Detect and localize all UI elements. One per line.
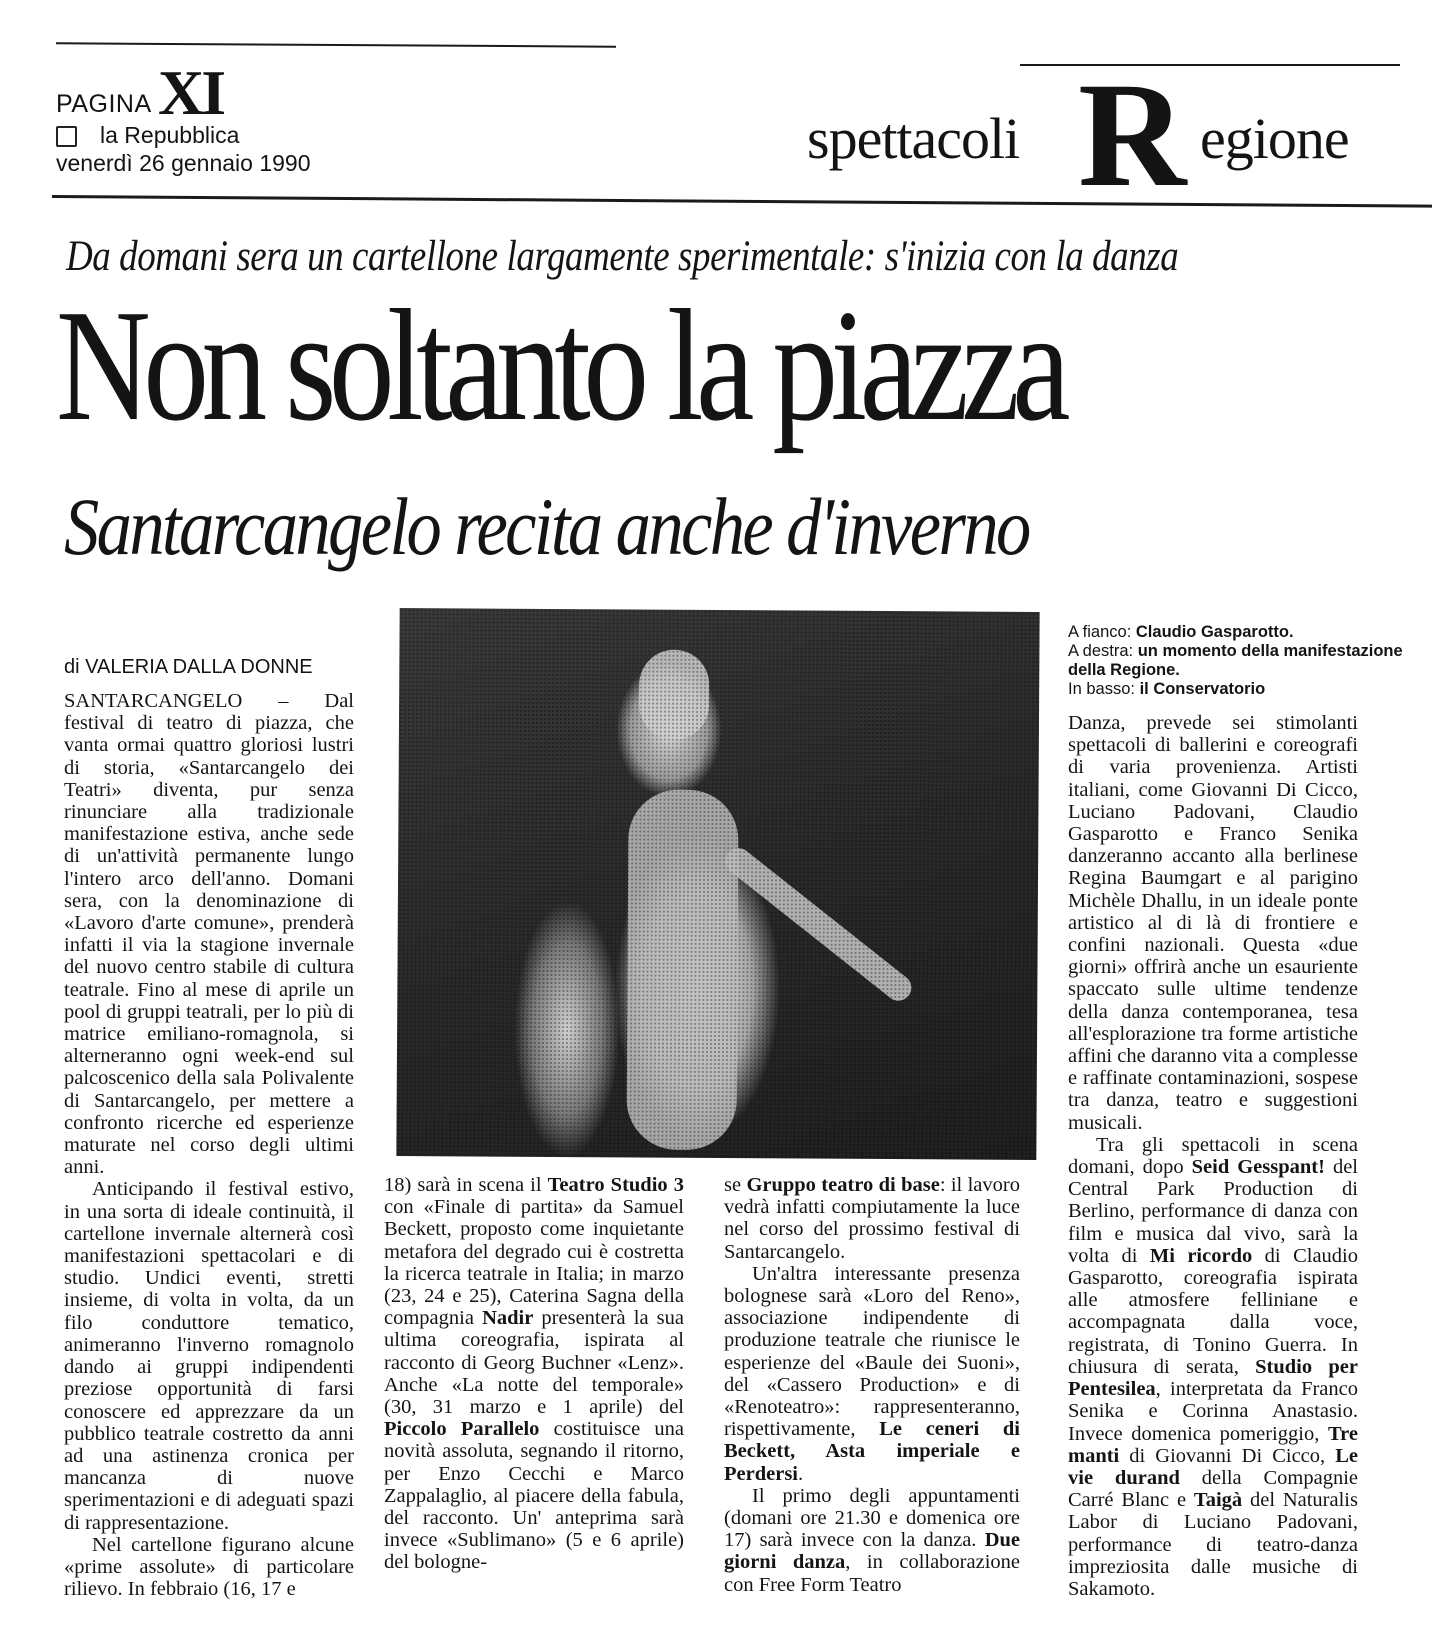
text-run: di Giovanni Di Cicco, (1119, 1444, 1336, 1467)
header-bottom-rule (52, 195, 1432, 208)
top-rule-left (56, 42, 616, 47)
production-name: Nadir (482, 1307, 534, 1330)
text-run: presenterà la sua ultima coreografia, ispirata al racconto di Georg Buchner «Lenz». Anche «La notte del temporale» (30, 31 marzo e 1 aprile) del (384, 1307, 684, 1419)
subheadline: Santarcangelo recita anche d'inverno (64, 481, 1029, 572)
kicker: Da domani sera un cartellone largamente sperimentale: s'inizia con la danza (66, 233, 1179, 280)
production-name: Le vie durand (1068, 1444, 1358, 1489)
caption-label: A destra: (1068, 642, 1134, 660)
caption-value: Claudio Gasparotto. (1135, 623, 1294, 641)
paragraph (1068, 1134, 1358, 1600)
production-name: Le ceneri di Beckett, Asta imperiale e Perdersi (724, 1418, 1020, 1485)
text-run: Tra gli spettacoli in scena domani, dopo (1068, 1133, 1358, 1179)
text-run: 18) sarà in scena il (384, 1174, 548, 1196)
paragraph (724, 1263, 1020, 1485)
section-initial: R (1078, 52, 1187, 218)
paragraph (384, 1174, 684, 1574)
newspaper-name: la Repubblica (100, 122, 240, 148)
article-column-2 (384, 1174, 684, 1574)
production-name: Piccolo Parallelo (384, 1418, 540, 1441)
production-name: Due giorni danza (724, 1529, 1020, 1574)
text-run: Il primo degli appuntamenti (domani ore 21.30 e domenica ore 17) sarà invece con la danza. (724, 1484, 1020, 1552)
text-run: : il lavoro vedrà infatti compiutamente la luce nel corso del prossimo festival di Santarcangelo. (724, 1174, 1020, 1263)
text-run: del Central Park Production di Berlino, performance di danza con film e musica dal vivo, sarà la volta di (1068, 1156, 1358, 1267)
paragraph: Nel cartellone figurano alcune «prime assolute» di particolare rilievo. In febbraio (16, 17 e (64, 1533, 354, 1601)
section-title-left: spettacoli (807, 106, 1020, 171)
photo-caption (1068, 623, 1436, 699)
halftone-overlay (396, 608, 1039, 1160)
caption-value: un momento della manifestazione della Regione. (1068, 642, 1403, 679)
production-name: Seid Gesspant! (1191, 1156, 1325, 1179)
text-run: Un'altra interessante presenza bolognese sarà «Loro del Reno», associazione indipendente di produzione teatrale che riunisce le esperienze del «Baule dei Suoni», del «Cassero Production» e di «Renoteatro»: rappresenteranno, rispettivamente, (724, 1262, 1020, 1441)
production-name: Studio per Pentesilea (1068, 1355, 1358, 1401)
byline: di VALERIA DALLA DONNE (64, 656, 313, 678)
text-run: costituisce una novità assoluta, segnando il ritorno, per Enzo Cecchi e Marco Zappalaglio, al piacere della fabula, del racconto. Un' anteprima sarà invece «Sublimano» (5 e 6 aprile) del bologne- (384, 1418, 684, 1574)
text-run: della Compagnie Carré Blanc e (1068, 1466, 1359, 1512)
paragraph (724, 1174, 1020, 1263)
top-rule-right (1020, 64, 1400, 66)
text-run: se (724, 1174, 747, 1196)
production-name: Taigà (1193, 1489, 1243, 1512)
checkbox-icon (56, 126, 77, 147)
text-run: di Claudio Gasparotto, coreografia ispirata alle atmosfere felliniane e accompagnata dalla voce, registrata, di Tonino Guerra. In chiusura di serata, (1068, 1244, 1358, 1378)
publication-date: venerdì 26 gennaio 1990 (56, 150, 311, 176)
text-run: del Naturalis Labor di Luciano Padovani, performance di teatro-danza impreziosita dalle musiche di Sakamoto. (1068, 1489, 1358, 1600)
text-run: , in collaborazione con Free Form Teatro (724, 1551, 1021, 1596)
page-number: XI (158, 57, 224, 128)
article-column-4 (1068, 712, 1358, 1600)
article-column-1 (64, 690, 354, 1600)
caption-label: A fianco: (1068, 623, 1132, 641)
dancer-photo (396, 608, 1039, 1160)
section-title-right: egione (1200, 106, 1349, 171)
production-name: Gruppo teatro di base (746, 1174, 940, 1196)
paragraph: Anticipando il festival estivo, in una sorta di ideale continuità, il cartellone invernale alternerà così manifestazioni spettacolari e di studio. Undici eventi, stretti insieme, di volta in volta, da un filo conduttore tematico, animeranno l'inverno romagnolo dando ai gruppi indipendenti preziose opportunità di farsi conoscere ed apprezzare da un pubblico teatrale costretto da anni ad una astinenza cronica per mancanza di nuove sperimentazioni e di adeguati spazi di rappresentazione. (64, 1178, 354, 1534)
text-run: . (798, 1462, 804, 1485)
production-name: Tre manti (1068, 1422, 1358, 1467)
production-name: Mi ricordo (1149, 1244, 1253, 1267)
article-column-3 (724, 1174, 1020, 1596)
text-run: con «Finale di partita» da Samuel Beckett, proposto come inquietante metafora del degrado cui è costretta la ricerca teatrale in Italia; in marzo (23, 24 e 25), Caterina Sagna della compagnia (384, 1196, 684, 1330)
paragraph (724, 1485, 1020, 1596)
caption-value: il Conservatorio (1139, 680, 1266, 698)
paragraph: Danza, prevede sei stimolanti spettacoli di ballerini e coreografi di varia provenienza. Artisti italiani, come Giovanni Di Cicco, Luciano Padovani, Claudio Gasparotto e Franco Senika danzeranno accanto alla berlinese Regina Baumgart e al parigino Michèle Dhallu, in un ideale ponte artistico al di là di frontiere e confini nazionali. Questa «due giorni» offrirà anche un esauriente spaccato sulle ultime tendenze della danza contemporanea, tesa all'esplorazione tra forme artistiche affini che daranno vita a complesse e raffinate contaminazioni, sospese tra danza, teatro e suggestioni musicali. (1068, 712, 1358, 1134)
text-run: , interpretata da Franco Senika e Corinna Anastasio. Invece domenica pomeriggio, (1068, 1378, 1358, 1445)
page-label: PAGINA (56, 90, 152, 118)
paragraph: SANTARCANGELO – Dal festival di teatro di piazza, che vanta ormai quattro gloriosi lustri di storia, «Santarcangelo dei Teatri» diventa, pur senza rinunciare alla tradizionale manifestazione estiva, anche sede di un'attività permanente lungo l'intero arco dell'anno. Domani sera, con la denominazione di «Lavoro d'arte comune», prenderà infatti il via la stagione invernale del nuovo centro stabile di cultura teatrale. Fino al mese di aprile un pool di gruppi teatrali, per lo più di matrice emiliano-romagnola, si alterneranno ogni week-end sul palcoscenico della sala Polivalente di Santarcangelo, per mettere a confronto ricerche ed esperienze maturate nel corso degli ultimi anni. (64, 690, 354, 1179)
caption-label: In basso: (1068, 680, 1135, 698)
production-name: Teatro Studio 3 (547, 1174, 684, 1196)
headline: Non soltanto la piazza (56, 276, 1064, 454)
